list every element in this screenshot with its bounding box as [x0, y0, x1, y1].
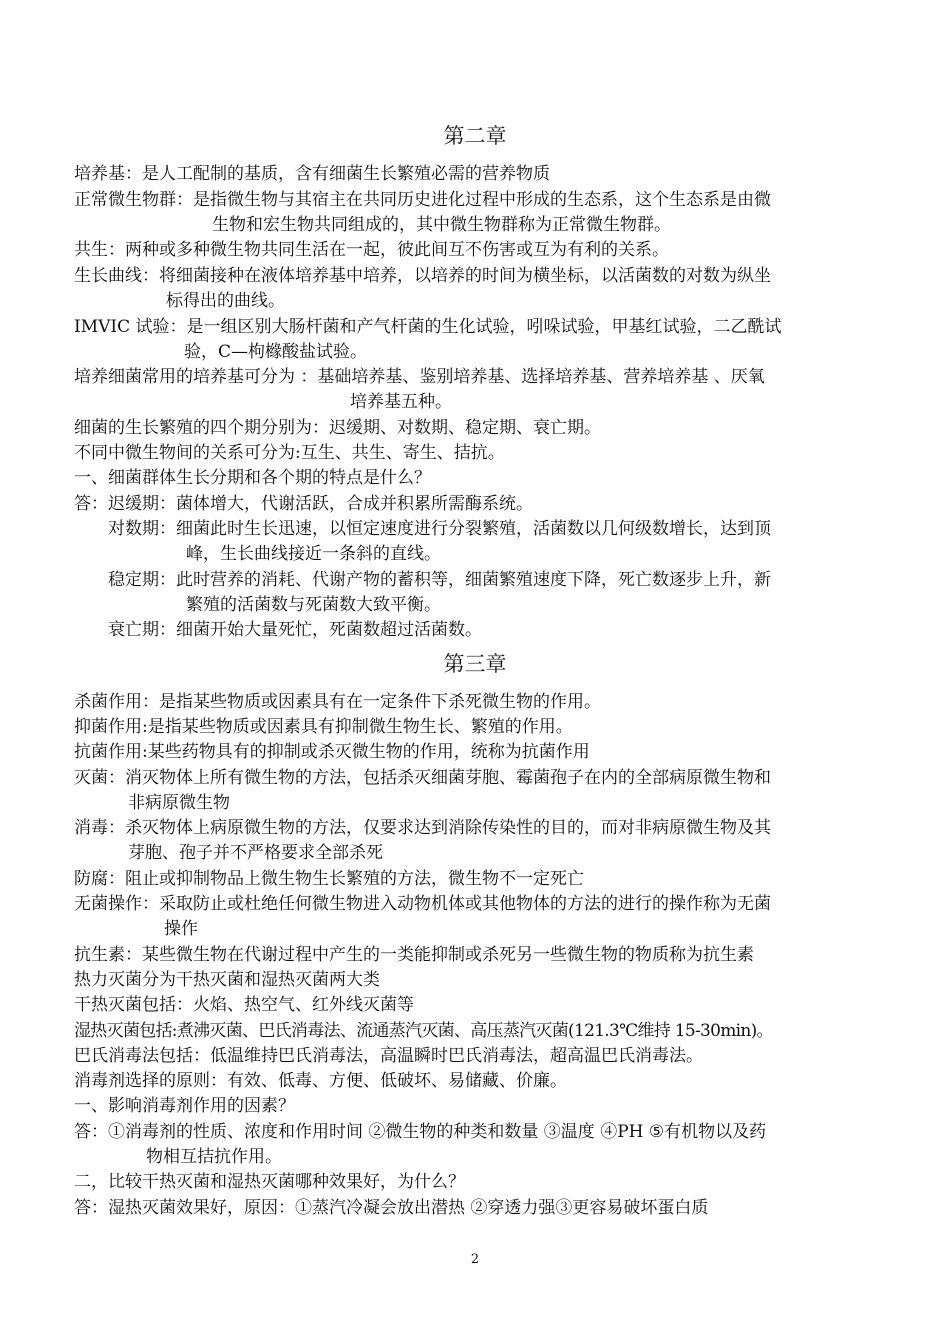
definition-antisepsis: 防腐：阻止或抑制物品上微生物生长繁殖的方法，微生物不一定死亡: [74, 869, 584, 889]
definition-antibacterial: 抗菌作用:某些药物具有的抑制或杀灭微生物的作用，统称为抗菌作用: [74, 742, 590, 762]
definition-sterilization: 灭菌：消灭物体上所有微生物的方法，包括杀灭细菌芽胞、霉菌孢子在内的全部病原微生物和: [74, 768, 771, 788]
answer-log-phase: 对数期：细菌此时生长迅速，以恒定速度进行分裂繁殖，活菌数以几何级数增长，达到顶: [108, 519, 771, 539]
definition-growth-curve: 生长曲线：将细菌接种在液体培养基中培养，以培养的时间为横坐标，以活菌数的对数为纵坐: [74, 266, 771, 286]
page-number: 2: [470, 1252, 480, 1267]
definition-medium: 培养基：是人工配制的基质，含有细菌生长繁殖必需的营养物质: [74, 164, 550, 184]
chapter-2-title: 第二章: [443, 124, 507, 148]
answer-stationary-phase-cont: 繁殖的活菌数与死菌数大致平衡。: [186, 595, 441, 615]
answer-decline-phase: 衰亡期：细菌开始大量死忙，死菌数超过活菌数。: [108, 620, 482, 640]
growth-phases: 细菌的生长繁殖的四个期分别为：迟缓期、对数期、稳定期、衰亡期。: [74, 418, 601, 438]
definition-symbiosis: 共生：两种或多种微生物共同生活在一起，彼此间互不伤害或互为有利的关系。: [74, 240, 669, 260]
answer-log-phase-cont: 峰，生长曲线接近一条斜的直线。: [186, 544, 441, 564]
pasteurization-methods: 巴氏消毒法包括：低温维持巴氏消毒法，高温瞬时巴氏消毒法，超高温巴氏消毒法。: [74, 1046, 703, 1066]
definition-bacteriostatic: 抑菌作用:是指某些物质或因素具有抑制微生物生长、繁殖的作用。: [74, 717, 573, 737]
definition-normal-flora: 正常微生物群：是指微生物与其宿主在共同历史进化过程中形成的生态系，这个生态系是由微: [74, 190, 771, 210]
definition-normal-flora-cont: 生物和宏生物共同组成的，其中微生物群称为正常微生物群。: [212, 215, 671, 235]
question-dry-vs-moist-heat: 二，比较干热灭菌和湿热灭菌哪种效果好，为什么？: [74, 1172, 465, 1192]
definition-bactericidal: 杀菌作用：是指某些物质或因素具有在一定条件下杀死微生物的作用。: [74, 692, 601, 712]
question-growth-phases: 一、细菌群体生长分期和各个期的特点是什么？: [74, 468, 431, 488]
dry-heat-methods: 干热灭菌包括：火焰、热空气、红外线灭菌等: [74, 995, 414, 1015]
moist-heat-methods: 湿热灭菌包括:煮沸灭菌、巴氏消毒法、流通蒸汽灭菌、高压蒸汽灭菌(121.3℃维持 15-30min)。: [74, 1021, 773, 1041]
answer-disinfectant-factors: 答：①消毒剂的性质、浓度和作用时间 ②微生物的种类和数量 ③温度 ④PH ⑤有机物以及药: [74, 1122, 767, 1142]
question-disinfectant-factors: 一、影响消毒剂作用的因素？: [74, 1096, 295, 1116]
definition-disinfection-cont: 芽胞、孢子并不严格要求全部杀死: [128, 843, 383, 863]
answer-dry-vs-moist-heat: 答：湿热灭菌效果好，原因：①蒸汽冷凝会放出潜热 ②穿透力强③更容易破坏蛋白质: [74, 1198, 709, 1218]
answer-lag-phase: 答：迟缓期：菌体增大，代谢活跃，合成并积累所需酶系统。: [74, 494, 533, 514]
medium-types: 培养细菌常用的培养基可分为 ：基础培养基、鉴别培养基、选择培养基、营养培养基 、厌氧: [74, 367, 765, 387]
definition-imvic-cont: 验，C—枸橼酸盐试验。: [184, 342, 368, 362]
definition-aseptic-cont: 操作: [164, 919, 198, 939]
heat-sterilization-types: 热力灭菌分为干热灭菌和湿热灭菌两大类: [74, 970, 380, 990]
chapter-3-title: 第三章: [443, 652, 507, 676]
answer-disinfectant-factors-cont: 物相互拮抗作用。: [146, 1147, 282, 1167]
answer-stationary-phase: 稳定期：此时营养的消耗、代谢产物的蓄积等，细菌繁殖速度下降，死亡数逐步上升，新: [108, 570, 771, 590]
definition-growth-curve-cont: 标得出的曲线。: [166, 291, 285, 311]
disinfectant-principles: 消毒剂选择的原则：有效、低毒、方便、低破坏、易储藏、价廉。: [74, 1071, 567, 1091]
medium-types-cont: 培养基五种。: [350, 392, 452, 412]
definition-antibiotic: 抗生素：某些微生物在代谢过程中产生的一类能抑制或杀死另一些微生物的物质称为抗生素: [74, 945, 754, 965]
definition-aseptic: 无菌操作：采取防止或杜绝任何微生物进入动物机体或其他物体的方法的进行的操作称为无菌: [74, 894, 771, 914]
definition-disinfection: 消毒：杀灭物体上病原微生物的方法，仅要求达到消除传染性的目的，而对非病原微生物及其: [74, 818, 771, 838]
definition-imvic: IMVIC 试验：是一组区别大肠杆菌和产气杆菌的生化试验，吲哚试验，甲基红试验，二乙酰试: [74, 317, 782, 337]
definition-sterilization-cont: 非病原微生物: [128, 793, 230, 813]
microbe-relations: 不同中微生物间的关系可分为:互生、共生、寄生、拮抗。: [74, 443, 505, 463]
